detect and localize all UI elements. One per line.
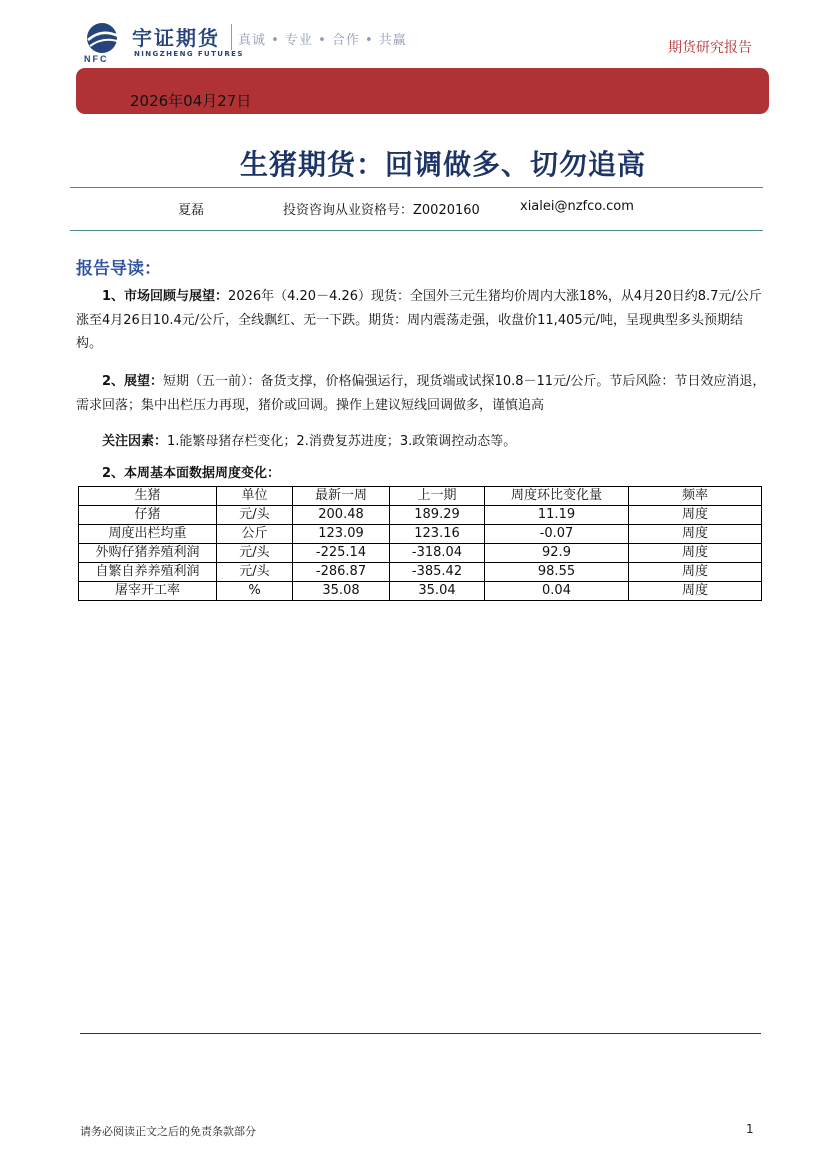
table-cell: 92.9 — [485, 544, 629, 563]
table-row — [79, 544, 762, 563]
table-header-cell: 周度环比变化量 — [485, 487, 629, 506]
report-title: 生猪期货：回调做多、切勿追高 — [239, 148, 646, 181]
table-title: 2、本周基本面数据周度变化： — [102, 466, 281, 481]
report-date: 2026年04月27日 — [130, 92, 252, 110]
table-cell: 11.19 — [485, 506, 629, 525]
table-row — [79, 525, 762, 544]
table-row — [79, 506, 762, 525]
table-cell: 自繁自养养殖利润 — [79, 563, 217, 582]
disclaimer-note: 请务必阅读正文之后的免责条款部分 — [80, 1125, 256, 1138]
table-header-cell: 上一期 — [390, 487, 485, 506]
table-cell: -0.07 — [485, 525, 629, 544]
company-logo — [80, 20, 440, 66]
table-cell: 元/头 — [217, 506, 293, 525]
logo-mark-text: NFC — [84, 54, 109, 64]
table-cell: 123.16 — [390, 525, 485, 544]
table-cell: 98.55 — [485, 563, 629, 582]
focus-factors-label: 关注因素： — [102, 434, 168, 449]
brand-name-cn: 宇证期货 — [132, 26, 220, 50]
table-cell: -286.87 — [293, 563, 390, 582]
market-review-label: 1、市场回顾与展望： — [102, 289, 229, 304]
page-number: 1 — [746, 1122, 754, 1136]
footer-divider — [80, 1033, 761, 1034]
table-cell: 0.04 — [485, 582, 629, 601]
table-cell: % — [217, 582, 293, 601]
table-cell: -385.42 — [390, 563, 485, 582]
table-cell: 123.09 — [293, 525, 390, 544]
table-cell: 外购仔猪养殖利润 — [79, 544, 217, 563]
slogan: 真诚 • 专业 • 合作 • 共赢 — [238, 33, 407, 48]
table-row — [79, 582, 762, 601]
table-header-cell: 频率 — [629, 487, 762, 506]
table-cell: 周度 — [629, 506, 762, 525]
table-header-cell: 生猪 — [79, 487, 217, 506]
table-cell: 189.29 — [390, 506, 485, 525]
table-cell: -225.14 — [293, 544, 390, 563]
focus-factors-paragraph — [76, 430, 766, 454]
table-cell: 屠宰开工率 — [79, 582, 217, 601]
author-certificate: 投资咨询从业资格号：Z0020160 — [283, 203, 480, 218]
outlook-paragraph — [76, 370, 766, 417]
table-row — [79, 563, 762, 582]
table-cell: 35.04 — [390, 582, 485, 601]
table-header-cell: 最新一周 — [293, 487, 390, 506]
report-type-label: 期货研究报告 — [668, 40, 752, 56]
table-cell: 周度 — [629, 525, 762, 544]
table-cell: 元/头 — [217, 563, 293, 582]
market-review-paragraph — [76, 285, 766, 356]
author-email[interactable]: xialei@nzfco.com — [520, 199, 634, 214]
table-header-cell: 单位 — [217, 487, 293, 506]
table-cell: 仔猪 — [79, 506, 217, 525]
title-divider — [70, 187, 763, 188]
report-guide-heading: 报告导读： — [76, 259, 161, 279]
table-cell: 35.08 — [293, 582, 390, 601]
table-cell: 周度 — [629, 582, 762, 601]
focus-factors-text: 1.能繁母猪存栏变化；2.消费复苏进度；3.政策调控动态等。 — [167, 434, 517, 449]
brand-name-en: NINGZHENG FUTURES — [134, 50, 244, 58]
nfc-logo-icon — [80, 20, 128, 64]
outlook-text: 短期（五一前）：备货支撑，价格偏强运行，现货端或试探10.8－11元/公斤。节后风险：节日效应消退，需求回落；集中出栏压力再现，猪价或回调。操作上建议短线回调做多，谨慎追高 — [76, 374, 766, 413]
table-header-row — [79, 487, 762, 506]
outlook-label: 2、展望： — [102, 374, 164, 389]
table-cell: 200.48 — [293, 506, 390, 525]
table-cell: 周度 — [629, 563, 762, 582]
market-review-text: 2026年（4.20－4.26）现货：全国外三元生猪均价周内大涨18%，从4月20日约8.7元/公斤涨至4月26日10.4元/公斤，全线飘红、无一下跌。期货：周内震荡走强，收盘价11,405元/吨，呈现典型多头预期结构。 — [76, 289, 762, 351]
table-cell: 周度 — [629, 544, 762, 563]
fundamentals-table — [78, 486, 762, 601]
author-divider — [70, 230, 763, 231]
table-cell: 公斤 — [217, 525, 293, 544]
table-cell: 元/头 — [217, 544, 293, 563]
table-cell: -318.04 — [390, 544, 485, 563]
brand-divider — [231, 24, 232, 50]
table-cell: 周度出栏均重 — [79, 525, 217, 544]
author-name: 夏磊 — [178, 203, 205, 218]
